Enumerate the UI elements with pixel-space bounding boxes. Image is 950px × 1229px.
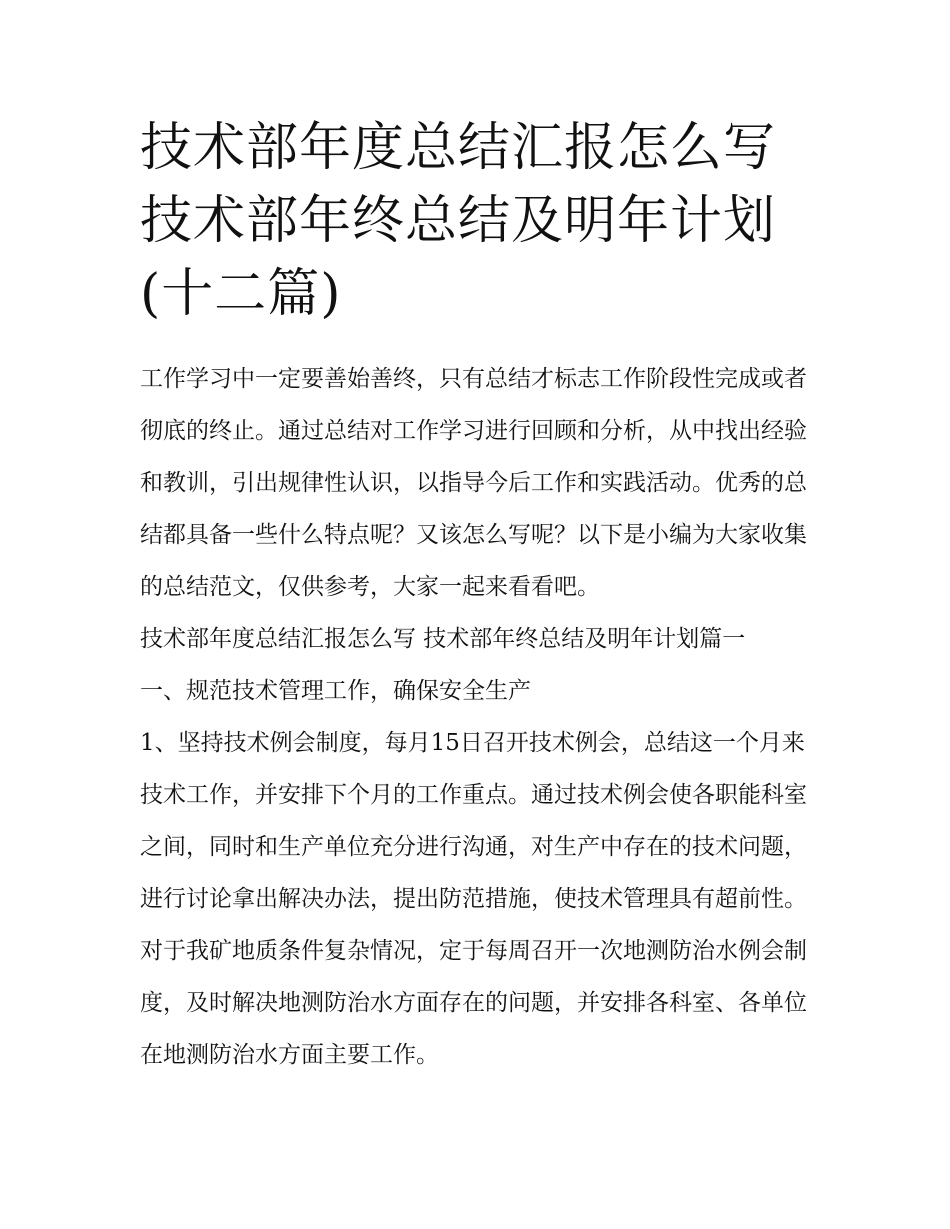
document-title: 技术部年度总结汇报怎么写 技术部年终总结及明年计划(十二篇): [140, 118, 777, 324]
item-1-paragraph: 1、坚持技术例会制度，每月15日召开技术例会，总结这一个月来技术工作，并安排下个月的工作重点。通过技术例会使各职能科室之间，同时和生产单位充分进行沟通，对生产中存在的技术问题，进行讨论拿出解决办法，提出防范措施，使技术管理具有超前性。对于我矿地质条件复杂情况，定于每周召开一次地测防治水例会制度，及时解决地测防治水方面存在的问题，并安排各科室、各单位在地测防治水方面主要工作。: [140, 730, 807, 1068]
intro-paragraph: 工作学习中一定要善始善终，只有总结才标志工作阶段性完成或者彻底的终止。通过总结对工作学习进行回顾和分析，从中找出经验和教训，引出规律性认识，以指导今后工作和实践活动。优秀的总结都具备一些什么特点呢？又该怎么写呢？以下是小编为大家收集的总结范文，仅供参考，大家一起来看看吧。: [140, 366, 807, 600]
article-heading: 技术部年度总结汇报怎么写 技术部年终总结及明年计划篇一: [140, 626, 746, 652]
document-body: [140, 112, 815, 1081]
section-heading: 一、规范技术管理工作，确保安全生产: [140, 678, 531, 704]
